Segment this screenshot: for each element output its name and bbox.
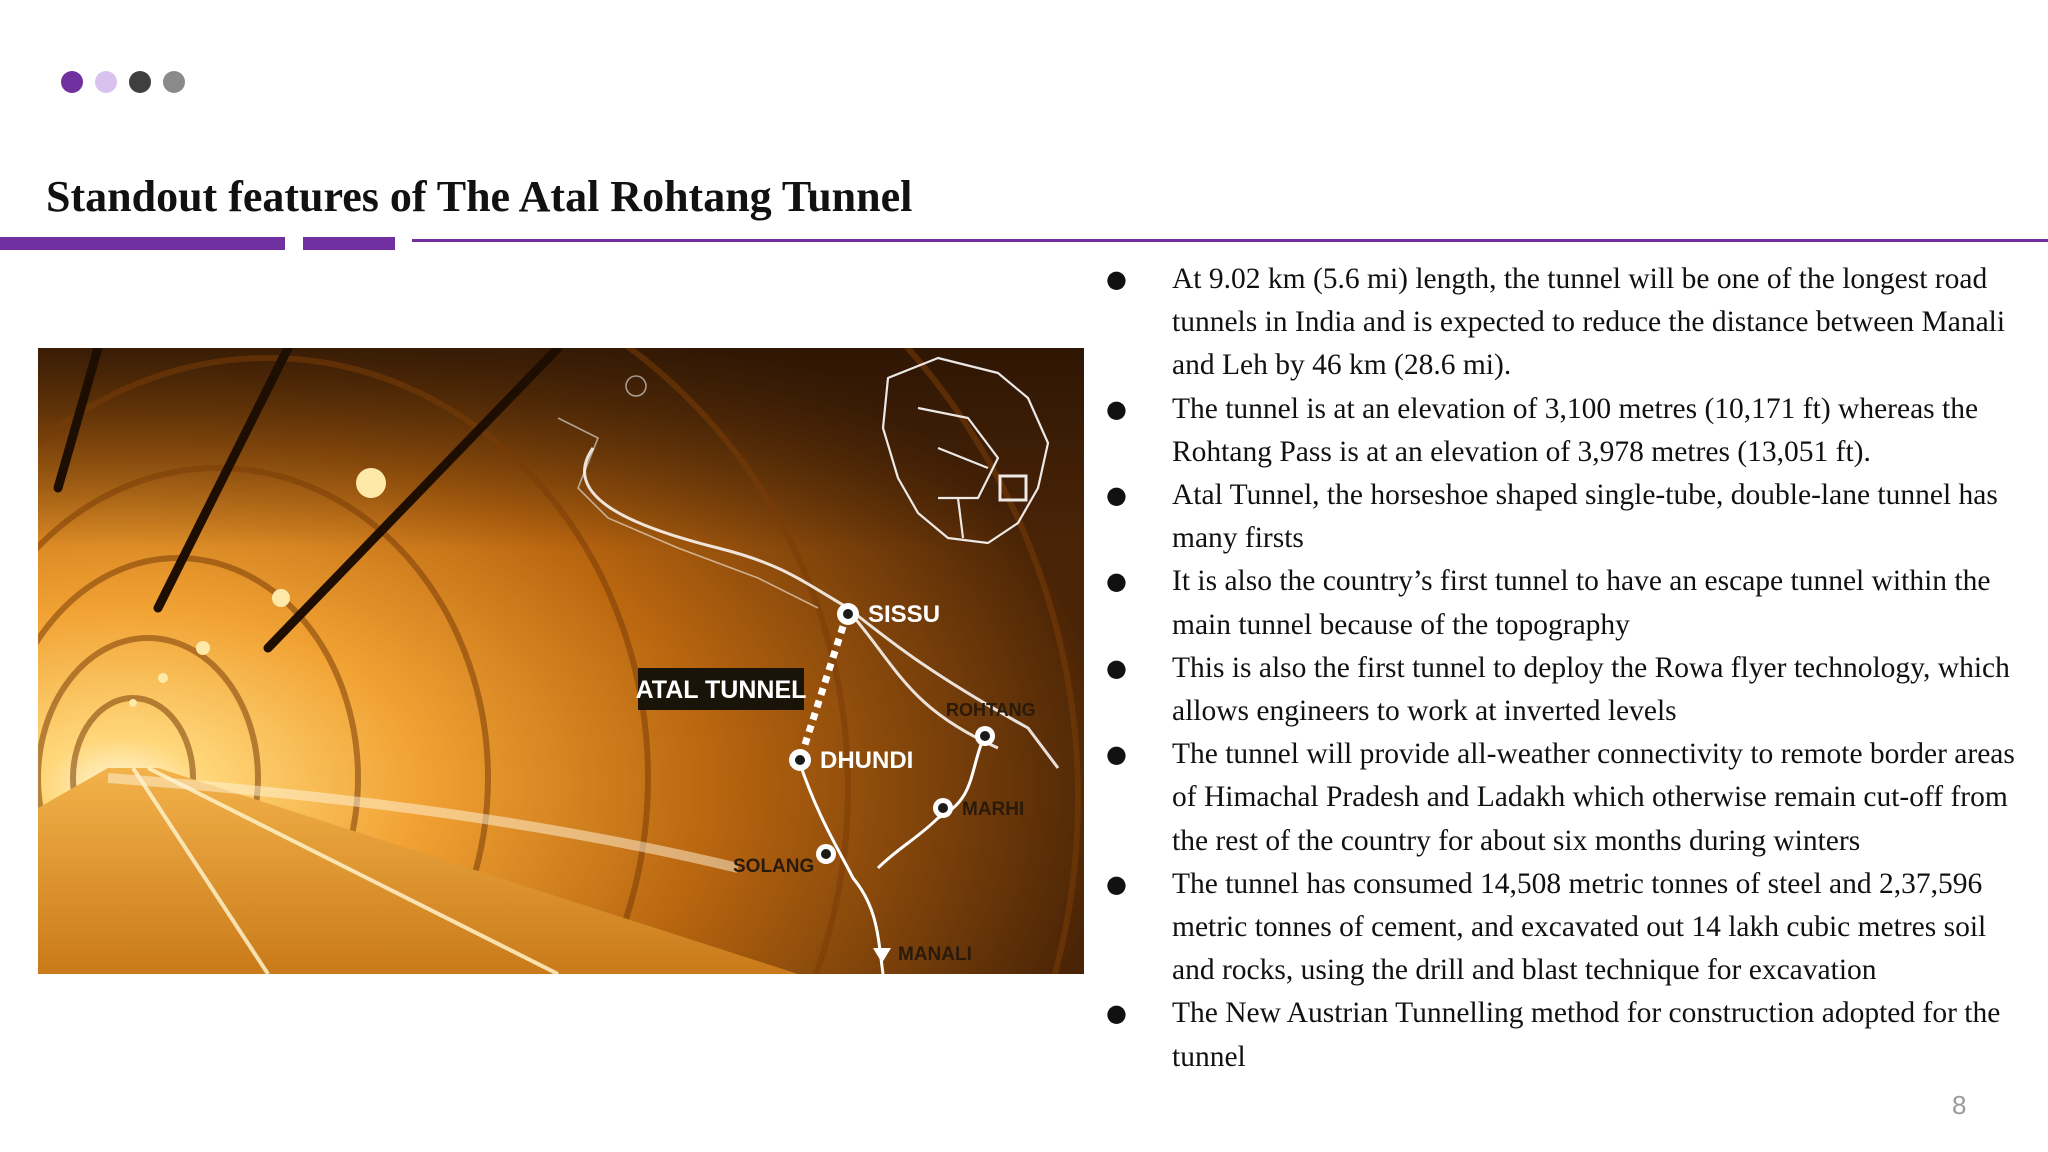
bullet-text: At 9.02 km (5.6 mi) length, the tunnel will be one of the longest road tunnels in India and is expected to reduce the distance between Manali and Leh by 46 km (28.6 mi).: [1172, 263, 2006, 382]
rohtang-label: ROHTANG: [946, 700, 1036, 720]
bullet-text: It is also the country’s first tunnel to have an escape tunnel within the main tunnel because of the topography: [1172, 565, 1991, 641]
accent-bar-long: [0, 237, 285, 250]
marhi-label: MARHI: [962, 799, 1025, 820]
bullet-marker: ●: [1106, 265, 1127, 293]
bullet-text: The tunnel has consumed 14,508 metric tonnes of steel and 2,37,596 metric tonnes of cement, and excavated out 14 lakh cubic metres soil and rocks, using the drill and blast technique for excavation: [1172, 867, 1987, 987]
bullet-item: [1100, 560, 2030, 646]
bullet-marker: ●: [1106, 740, 1127, 769]
feature-bullet-list: [1100, 258, 2030, 1079]
manali-label: MANALI: [898, 944, 972, 965]
bullet-item: [1100, 863, 2030, 993]
bullet-marker: ●: [1106, 999, 1127, 1028]
bullet-marker: ●: [1106, 653, 1127, 682]
bullet-marker: ●: [1106, 869, 1127, 898]
purple-dot: [61, 71, 83, 93]
accent-bar-short: [303, 237, 395, 250]
dark-grey-dot: [129, 71, 151, 93]
bullet-text: Atal Tunnel, the horseshoe shaped single-tube, double-lane tunnel has many firsts: [1172, 479, 1998, 555]
bullet-marker: ●: [1106, 567, 1127, 596]
bullet-text: The tunnel will provide all-weather connectivity to remote border areas of Himachal Pradesh and Ladakh which otherwise remain cut-off from the rest of the country for about six months during winters: [1172, 738, 2015, 857]
bullet-text: This is also the first tunnel to deploy the Rowa flyer technology, which allows engineers to work at inverted levels: [1172, 651, 2010, 728]
bullet-item: [1100, 733, 2030, 863]
bullet-item: [1100, 992, 2030, 1078]
solang-label: SOLANG: [733, 856, 815, 877]
grey-dot: [163, 71, 185, 93]
bullet-text: The New Austrian Tunnelling method for construction adopted for the tunnel: [1172, 997, 2001, 1073]
bullet-item: [1100, 647, 2030, 733]
bullet-marker: ●: [1106, 394, 1127, 423]
slide-title: Standout features of The Atal Rohtang Tunnel: [46, 172, 913, 221]
bullet-item: [1100, 258, 2030, 388]
bullet-item: [1100, 474, 2030, 560]
accent-rule: [412, 239, 2048, 242]
bullet-item: [1100, 388, 2030, 474]
page-number: 8: [1952, 1090, 1967, 1120]
bullet-text: The tunnel is at an elevation of 3,100 metres (10,171 ft) whereas the Rohtang Pass is at an elevation of 3,978 metres (13,051 ft).: [1172, 392, 1979, 468]
atal-tunnel-label: ATAL TUNNEL: [635, 676, 807, 704]
dhundi-label: DHUNDI: [820, 747, 914, 774]
lavender-dot: [95, 71, 117, 93]
bullet-marker: ●: [1106, 481, 1127, 510]
sissu-label: SISSU: [868, 601, 941, 628]
tunnel-map-image: [38, 348, 1084, 974]
